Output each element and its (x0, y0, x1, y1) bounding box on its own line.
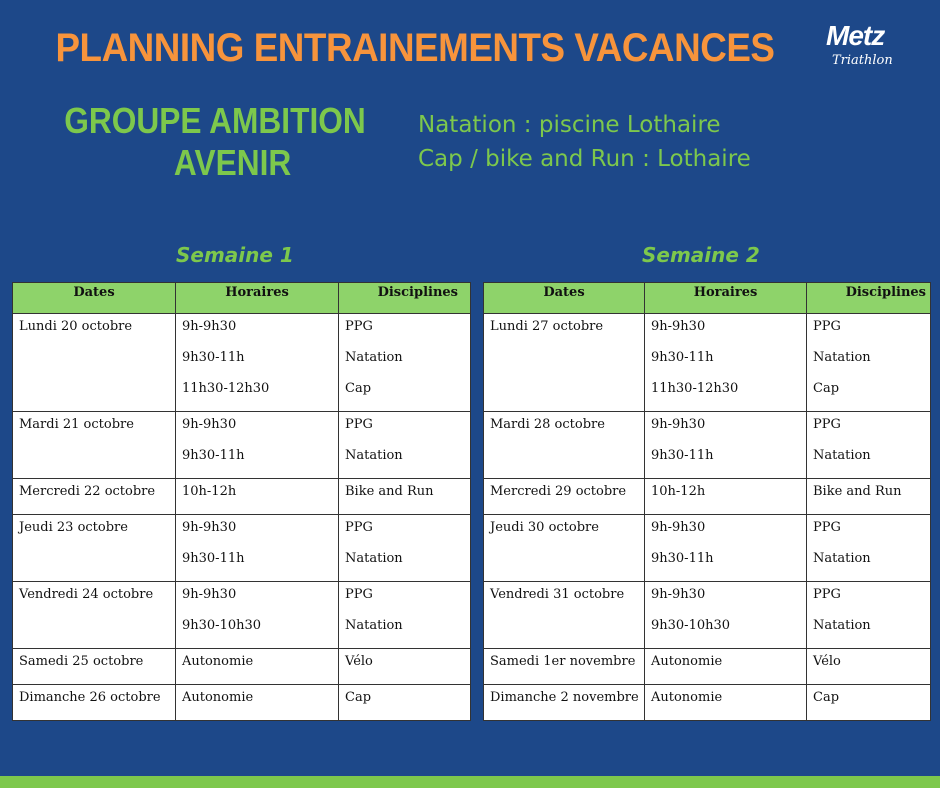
date-cell (13, 582, 176, 649)
bottom-accent-bar (0, 776, 940, 788)
discipline-text: Bike and Run (813, 484, 902, 499)
table-row (484, 515, 931, 582)
date-text: Lundi 20 octobre (19, 319, 133, 334)
time-cell (645, 582, 807, 649)
time-text: 9h-9h30 (182, 520, 237, 535)
discipline-text: Natation (813, 551, 871, 566)
discipline-text: PPG (813, 417, 841, 432)
discipline-cell (807, 479, 931, 515)
discipline-cell (339, 685, 471, 721)
location-info-run: Cap / bike and Run : Lothaire (418, 146, 751, 172)
time-cell (645, 412, 807, 479)
discipline-text: Cap (345, 381, 372, 396)
discipline-text: Vélo (345, 654, 373, 669)
date-cell (13, 412, 176, 479)
date-text: Vendredi 24 octobre (19, 587, 154, 602)
date-text: Mardi 28 octobre (490, 417, 605, 432)
date-text: Jeudi 23 octobre (19, 520, 128, 535)
discipline-text: PPG (345, 417, 373, 432)
time-text: 9h30-11h (182, 551, 245, 566)
discipline-text: PPG (345, 319, 373, 334)
time-cell (645, 685, 807, 721)
time-cell (176, 479, 339, 515)
table-row (484, 582, 931, 649)
time-text: 9h30-11h (651, 350, 714, 365)
date-text: Jeudi 30 octobre (490, 520, 599, 535)
time-text: Autonomie (651, 690, 723, 705)
discipline-text: Natation (813, 448, 871, 463)
time-cell (176, 582, 339, 649)
date-text: Samedi 1er novembre (490, 654, 636, 669)
time-cell (645, 314, 807, 412)
date-cell (484, 515, 645, 582)
discipline-text: Cap (813, 690, 840, 705)
discipline-cell (807, 515, 931, 582)
time-text: 9h-9h30 (182, 319, 237, 334)
location-info (418, 108, 751, 176)
time-text: 9h30-11h (651, 551, 714, 566)
time-text: 9h-9h30 (651, 520, 706, 535)
time-text: 9h30-10h30 (182, 618, 262, 633)
table-row (484, 314, 931, 412)
time-cell (645, 649, 807, 685)
discipline-cell (807, 582, 931, 649)
date-cell (13, 685, 176, 721)
discipline-cell (807, 685, 931, 721)
discipline-cell (807, 649, 931, 685)
discipline-text: Cap (813, 381, 840, 396)
metz-triathlon-logo (826, 20, 926, 75)
group-title (61, 100, 369, 184)
discipline-text: PPG (813, 520, 841, 535)
discipline-cell (339, 649, 471, 685)
time-text: 11h30-12h30 (651, 381, 739, 396)
discipline-cell (807, 314, 931, 412)
discipline-text: PPG (813, 587, 841, 602)
date-cell (484, 649, 645, 685)
date-text: Mardi 21 octobre (19, 417, 134, 432)
week-2-header-row (484, 283, 931, 314)
time-cell (176, 649, 339, 685)
time-text: Autonomie (182, 690, 254, 705)
table-row (13, 479, 471, 515)
disciplines-header: Disciplines (339, 283, 471, 314)
date-text: Mercredi 29 octobre (490, 484, 627, 499)
disciplines-header: Disciplines (807, 283, 931, 314)
time-text: Autonomie (651, 654, 723, 669)
week-1-header-row (13, 283, 471, 314)
discipline-text: Natation (345, 618, 403, 633)
dates-header: Dates (484, 283, 645, 314)
table-row (484, 685, 931, 721)
group-title-line2: AVENIR (173, 142, 292, 183)
discipline-text: PPG (345, 587, 373, 602)
discipline-text: PPG (345, 520, 373, 535)
time-text: 9h-9h30 (651, 587, 706, 602)
table-row (13, 685, 471, 721)
discipline-cell (339, 515, 471, 582)
date-cell (484, 582, 645, 649)
discipline-text: Vélo (813, 654, 841, 669)
time-cell (176, 412, 339, 479)
time-cell (176, 314, 339, 412)
date-cell (13, 649, 176, 685)
time-text: 9h30-11h (182, 350, 245, 365)
discipline-cell (339, 412, 471, 479)
logo-sub-text: Triathlon (832, 53, 893, 68)
time-text: Autonomie (182, 654, 254, 669)
horaires-header: Horaires (645, 283, 807, 314)
week-1-table (12, 282, 471, 721)
dates-header: Dates (13, 283, 176, 314)
time-cell (176, 515, 339, 582)
discipline-text: Natation (345, 551, 403, 566)
table-row (13, 314, 471, 412)
time-text: 10h-12h (182, 484, 237, 499)
time-text: 9h30-11h (651, 448, 714, 463)
date-cell (13, 314, 176, 412)
time-text: 10h-12h (651, 484, 706, 499)
horaires-header: Horaires (176, 283, 339, 314)
page-title: PLANNING ENTRAINEMENTS VACANCES (55, 26, 775, 70)
date-cell (13, 479, 176, 515)
table-row (13, 582, 471, 649)
date-text: Vendredi 31 octobre (490, 587, 625, 602)
discipline-cell (807, 412, 931, 479)
discipline-text: Natation (813, 618, 871, 633)
date-cell (484, 314, 645, 412)
date-cell (484, 412, 645, 479)
time-text: 9h-9h30 (651, 319, 706, 334)
discipline-cell (339, 479, 471, 515)
date-cell (484, 685, 645, 721)
week-1-label: Semaine 1 (176, 243, 294, 267)
week-2-label: Semaine 2 (642, 243, 760, 267)
table-row (13, 515, 471, 582)
date-text: Samedi 25 octobre (19, 654, 144, 669)
discipline-cell (339, 314, 471, 412)
time-cell (645, 479, 807, 515)
table-row (13, 412, 471, 479)
discipline-cell (339, 582, 471, 649)
discipline-text: Cap (345, 690, 372, 705)
time-cell (645, 515, 807, 582)
date-text: Dimanche 26 octobre (19, 690, 161, 705)
time-cell (176, 685, 339, 721)
discipline-text: Natation (345, 448, 403, 463)
group-title-line1: GROUPE AMBITION (64, 100, 366, 141)
table-row (484, 412, 931, 479)
time-text: 9h30-11h (182, 448, 245, 463)
table-row (484, 649, 931, 685)
discipline-text: Bike and Run (345, 484, 434, 499)
time-text: 9h-9h30 (182, 587, 237, 602)
time-text: 11h30-12h30 (182, 381, 270, 396)
time-text: 9h-9h30 (651, 417, 706, 432)
week-2-table (483, 282, 931, 721)
date-text: Dimanche 2 novembre (490, 690, 639, 705)
discipline-text: Natation (813, 350, 871, 365)
discipline-text: Natation (345, 350, 403, 365)
discipline-text: PPG (813, 319, 841, 334)
time-text: 9h30-10h30 (651, 618, 731, 633)
date-text: Mercredi 22 octobre (19, 484, 156, 499)
location-info-swim: Natation : piscine Lothaire (418, 112, 721, 138)
date-cell (13, 515, 176, 582)
time-text: 9h-9h30 (182, 417, 237, 432)
table-row (13, 649, 471, 685)
logo-main-text: Metz (826, 20, 885, 51)
date-text: Lundi 27 octobre (490, 319, 604, 334)
table-row (484, 479, 931, 515)
date-cell (484, 479, 645, 515)
